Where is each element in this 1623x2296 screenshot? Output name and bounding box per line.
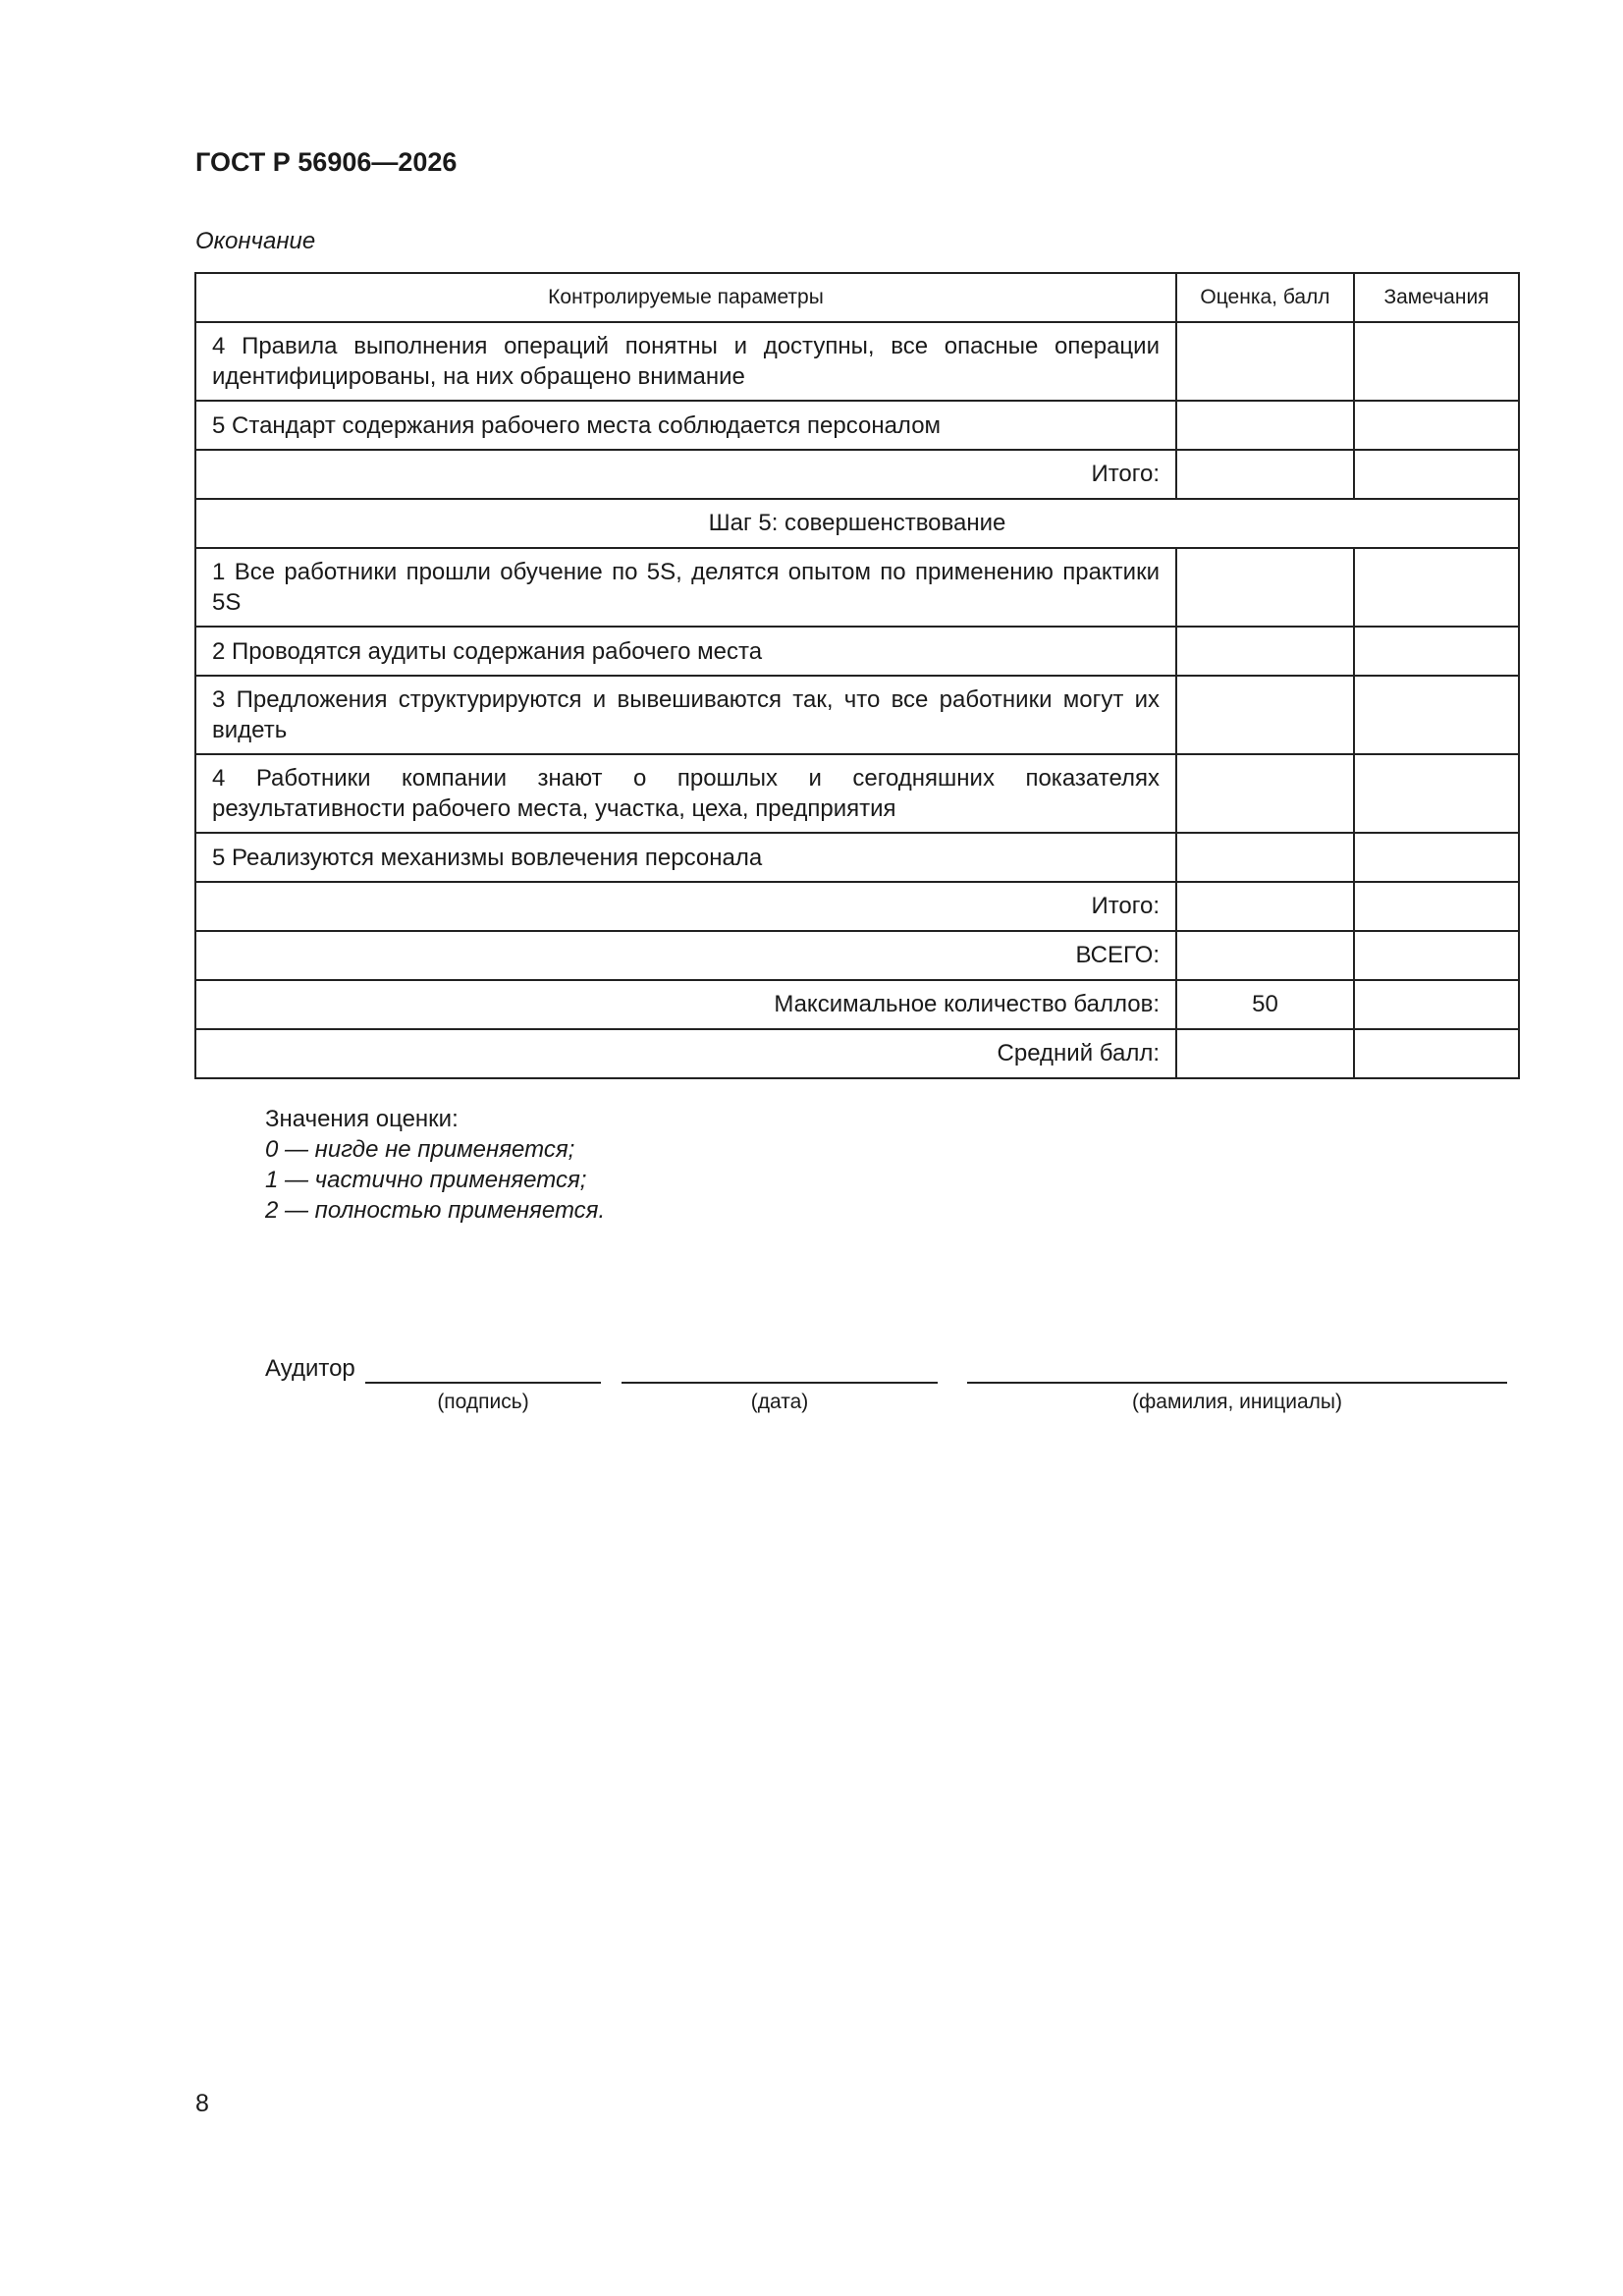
- average-score-label: Средний балл:: [195, 1029, 1176, 1078]
- parameter-cell: 5 Стандарт содержания рабочего места соблюдается персоналом: [195, 401, 1176, 450]
- table-row: [195, 627, 1519, 676]
- score-cell[interactable]: [1176, 401, 1354, 450]
- total-row: [195, 931, 1519, 980]
- remarks-cell[interactable]: [1354, 401, 1519, 450]
- remarks-cell[interactable]: [1354, 322, 1519, 401]
- table-row: [195, 676, 1519, 754]
- subtotal-row: [195, 882, 1519, 931]
- column-header-parameters: Контролируемые параметры: [195, 273, 1176, 322]
- parameter-cell: 5 Реализуются механизмы вовлечения персонала: [195, 833, 1176, 882]
- score-cell[interactable]: [1176, 548, 1354, 627]
- table-continuation-label: Окончание: [195, 228, 316, 254]
- parameter-cell: 4 Правила выполнения операций понятны и доступны, все опасные операции идентифицированы, на них обращено внимание: [195, 322, 1176, 401]
- parameter-cell: 3 Предложения структурируются и вывешиваются так, что все работники могут их видеть: [195, 676, 1176, 754]
- score-cell[interactable]: [1176, 882, 1354, 931]
- table-row: [195, 401, 1519, 450]
- max-score-label: Максимальное количество баллов:: [195, 980, 1176, 1029]
- parameter-cell: 2 Проводятся аудиты содержания рабочего места: [195, 627, 1176, 676]
- remarks-cell[interactable]: [1354, 627, 1519, 676]
- score-cell[interactable]: [1176, 833, 1354, 882]
- date-line[interactable]: [622, 1382, 938, 1384]
- max-score-value: 50: [1176, 980, 1354, 1029]
- audit-checklist-table: [194, 272, 1520, 1079]
- subtotal-label: Итого:: [195, 882, 1176, 931]
- subtotal-row: [195, 450, 1519, 499]
- table-row: [195, 322, 1519, 401]
- signature-line[interactable]: [365, 1382, 601, 1384]
- section-header-row: [195, 499, 1519, 548]
- parameter-cell: 4 Работники компании знают о прошлых и сегодняшних показателях результативности рабочего места, участка, цеха, предприятия: [195, 754, 1176, 833]
- auditor-label: Аудитор: [265, 1355, 355, 1382]
- score-cell[interactable]: [1176, 322, 1354, 401]
- page-number: 8: [195, 2090, 209, 2117]
- total-label: ВСЕГО:: [195, 931, 1176, 980]
- column-header-remarks: Замечания: [1354, 273, 1519, 322]
- section-title: Шаг 5: совершенствование: [195, 499, 1519, 548]
- score-legend: [265, 1104, 605, 1226]
- signature-caption: (подпись): [437, 1391, 529, 1413]
- table-row: [195, 754, 1519, 833]
- remarks-cell[interactable]: [1354, 754, 1519, 833]
- score-cell[interactable]: [1176, 676, 1354, 754]
- document-code: ГОСТ Р 56906—2026: [195, 147, 458, 177]
- remarks-cell[interactable]: [1354, 882, 1519, 931]
- score-cell[interactable]: [1176, 627, 1354, 676]
- remarks-cell[interactable]: [1354, 450, 1519, 499]
- score-cell[interactable]: [1176, 931, 1354, 980]
- table-row: [195, 833, 1519, 882]
- average-score-row: [195, 1029, 1519, 1078]
- subtotal-label: Итого:: [195, 450, 1176, 499]
- legend-item: 1 — частично применяется;: [265, 1167, 587, 1193]
- score-cell[interactable]: [1176, 1029, 1354, 1078]
- max-score-row: [195, 980, 1519, 1029]
- legend-item: 0 — нигде не применяется;: [265, 1136, 575, 1163]
- table-row: [195, 548, 1519, 627]
- date-caption: (дата): [750, 1391, 809, 1413]
- remarks-cell[interactable]: [1354, 833, 1519, 882]
- legend-title: Значения оценки:: [265, 1106, 459, 1132]
- score-cell[interactable]: [1176, 450, 1354, 499]
- legend-item: 2 — полностью применяется.: [265, 1197, 606, 1224]
- name-caption: (фамилия, инициалы): [1132, 1391, 1342, 1413]
- remarks-cell[interactable]: [1354, 1029, 1519, 1078]
- remarks-cell[interactable]: [1354, 931, 1519, 980]
- table-header-row: [195, 273, 1519, 322]
- remarks-cell[interactable]: [1354, 980, 1519, 1029]
- parameter-cell: 1 Все работники прошли обучение по 5S, делятся опытом по применению практики 5S: [195, 548, 1176, 627]
- remarks-cell[interactable]: [1354, 676, 1519, 754]
- column-header-score: Оценка, балл: [1176, 273, 1354, 322]
- name-line[interactable]: [967, 1382, 1507, 1384]
- score-cell[interactable]: [1176, 754, 1354, 833]
- remarks-cell[interactable]: [1354, 548, 1519, 627]
